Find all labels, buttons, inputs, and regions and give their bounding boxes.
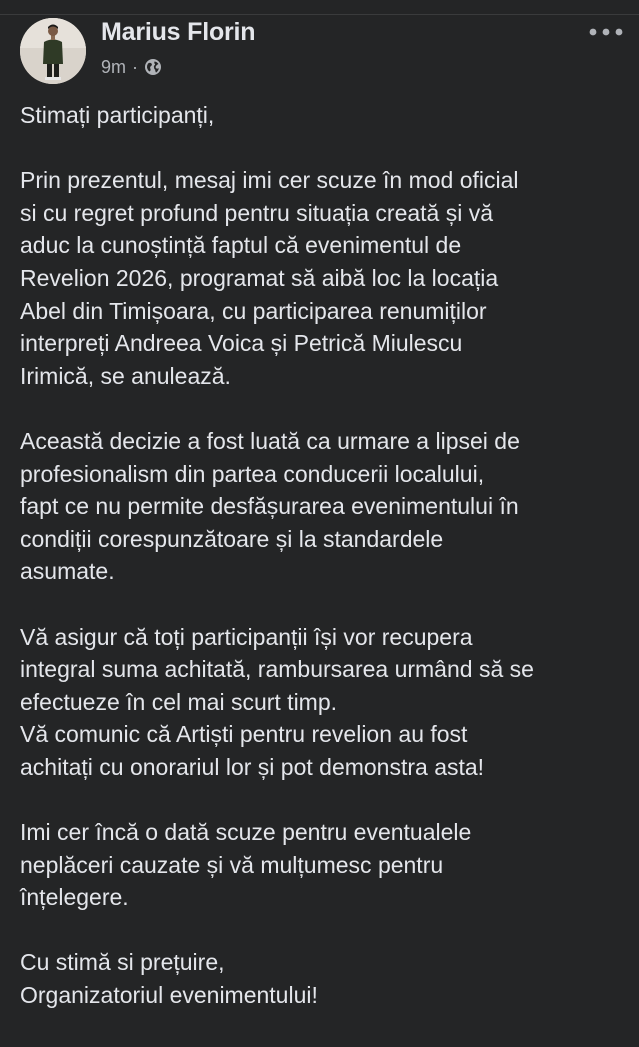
avatar-photo: [20, 18, 86, 84]
more-options-button[interactable]: [586, 22, 626, 42]
post-paragraph-greeting: Stimați participanți,: [20, 102, 215, 128]
post-paragraph-announcement: Prin prezentul, mesaj imi cer scuze în mod oficial si cu regret profund pentru situația creată și vă aduc la cunoștință faptul că evenimentul de Revelion 2026, programat să aibă loc la locația Abel din Timișoara, cu participarea renumiților interpreți Andreea Voica și Petrică Miulescu Irimică, se anulează.: [20, 167, 519, 389]
post-meta: [101, 56, 162, 78]
post-paragraph-signature: Cu stimă si prețuire, Organizatoriul evenimentului!: [20, 949, 318, 1009]
more-options-icon: [589, 28, 623, 36]
globe-icon[interactable]: [144, 58, 162, 76]
post-paragraph-reason: Această decizie a fost luată ca urmare a lipsei de profesionalism din partea conducerii localului, fapt ce nu permite desfășurarea evenimentului în condiții corespunzătoare și la standardele asumate.: [20, 427, 520, 585]
post-timestamp[interactable]: 9m: [101, 56, 127, 77]
author-name[interactable]: Marius Florin: [101, 18, 256, 46]
post-header: [0, 0, 639, 90]
post-paragraph-refund: Vă asigur că toți participanții își vor recupera integral suma achitată, rambursarea urmând să se efectueze în cel mai scurt timp. Vă comunic că Artiști pentru revelion au fost achitați cu onorariul lor și pot demonstra asta!: [20, 623, 534, 780]
post-paragraph-apology: Imi cer încă o dată scuze pentru eventualele neplăceri cauzate și vă mulțumesc pentru înțelegere.: [20, 819, 472, 911]
post-body: [20, 99, 630, 1012]
avatar[interactable]: [20, 18, 86, 84]
meta-separator: ·: [132, 56, 139, 77]
